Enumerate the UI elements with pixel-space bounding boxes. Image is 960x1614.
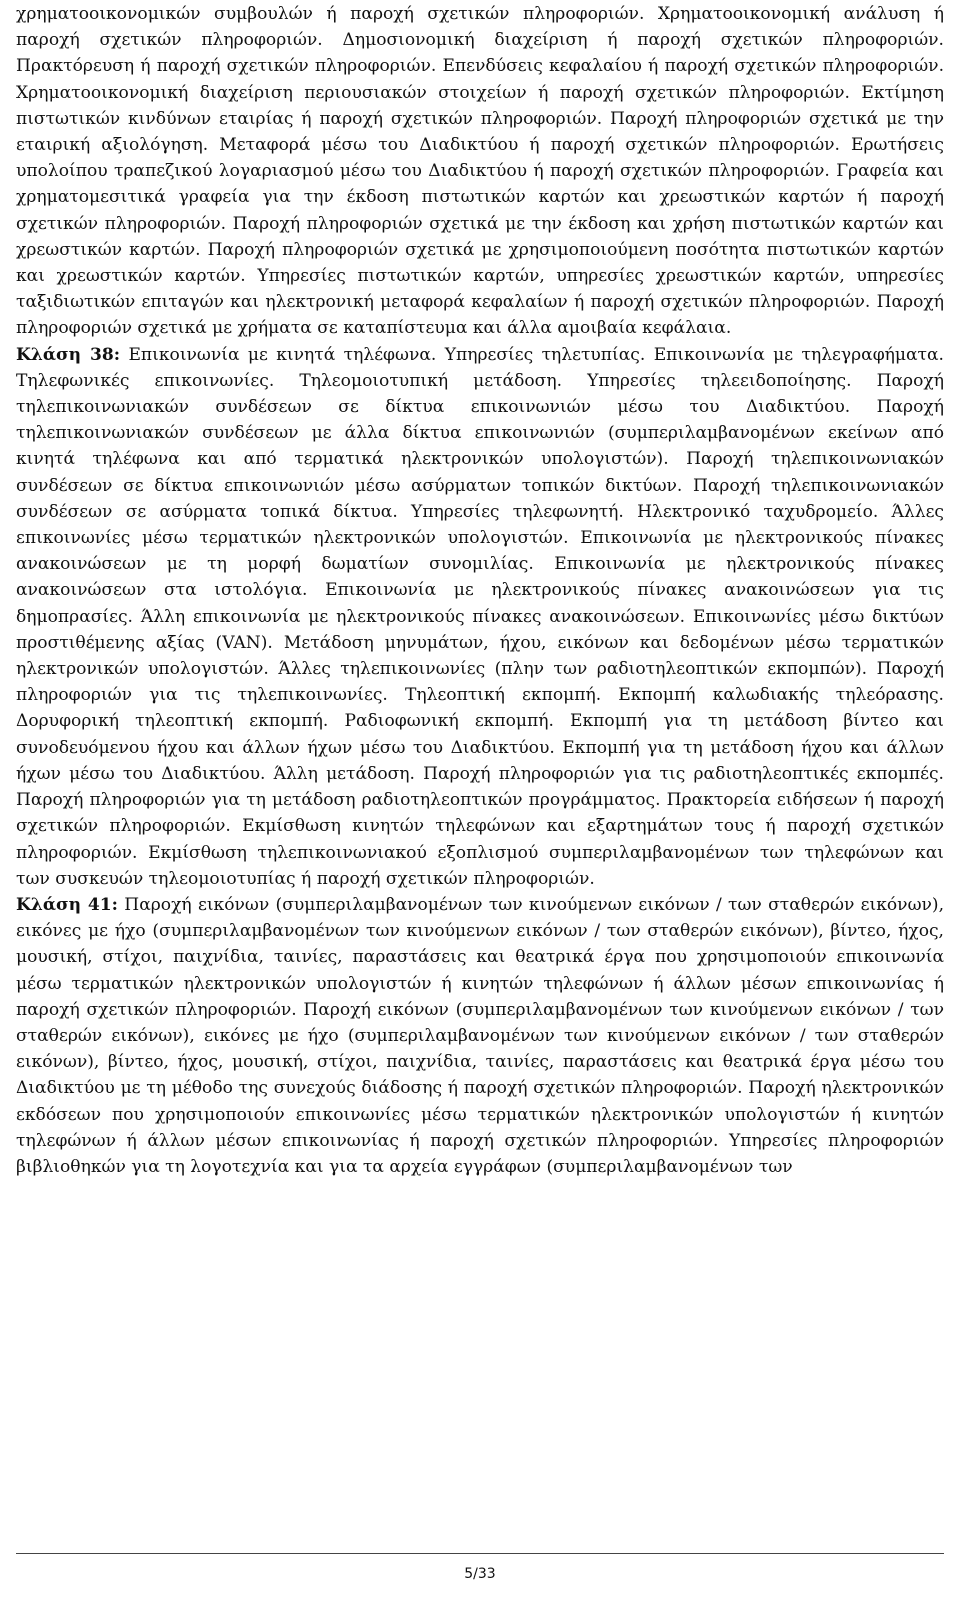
footer-divider — [16, 1553, 944, 1554]
paragraph-text: χρηματοοικονομικών συμβουλών ή παροχή σχετικών πληροφοριών. Χρηματοοικονομική ανάλυση ή παροχή σχετικών πληροφοριών. Δημοσιονομική διαχείριση ή παροχή σχετικών πληροφοριών. Πρακτόρευση ή παροχή σχετικών πληροφοριών. Επενδύσεις κεφαλαίου ή παροχή σχετικών πληροφοριών. Χρηματοοικονομική διαχείριση περιουσιακών στοιχείων ή παροχή σχετικών πληροφοριών. Εκτίμηση πιστωτικών κινδύνων εταιρίας ή παροχή σχετικών πληροφοριών. Παροχή πληροφοριών σχετικά με την εταιρική αξιολόγηση. Μεταφορά μέσω του Διαδικτύου ή παροχή σχετικών πληροφοριών. Ερωτήσεις υπολοίπου τραπεζικού λογαριασμού μέσω του Διαδικτύου ή παροχή σχετικών πληροφοριών. Γραφεία και χρηματομεσιτικά γραφεία για την έκδοση πιστωτικών καρτών και χρεωστικών καρτών ή παροχή σχετικών πληροφοριών. Παροχή πληροφοριών σχετικά με την έκδοση και χρήση πιστωτικών καρτών και χρεωστικών καρτών. Παροχή πληροφοριών σχετικά με χρησιμοποιούμενη ποσότητα πιστωτικών καρτών και χρεωστικών καρτών. Υπηρεσίες πιστωτικών καρτών, υπηρεσίες χρεωστικών καρτών, υπηρεσίες ταξιδιωτικών επιταγών και ηλεκτρονική μεταφορά κεφαλαίων ή παροχή σχετικών πληροφοριών. Παροχή πληροφοριών σχετικά με χρήματα σε καταπίστευμα και άλλα αμοιβαία κεφάλαια. — [16, 4, 944, 339]
page-number: 5/33 — [464, 1566, 496, 1582]
paragraph-class-38 — [16, 342, 944, 892]
paragraph-text: Παροχή εικόνων (συμπεριλαμβανομένων των κινούμενων εικόνων / των σταθερών εικόνων), εικόνες με ήχο (συμπεριλαμβανομένων των κινούμενων εικόνων / των σταθερών εικόνων), βίντεο, ήχος, μουσική, στίχοι, παιχνίδια, ταινίες, παραστάσεις και θεατρικά έργα που χρησιμοποιούν επικοινωνία μέσω τερματικών ηλεκτρονικών υπολογιστών ή κινητών τηλεφώνων ή άλλων μέσων επικοινωνίας ή παροχή σχετικών πληροφοριών. Παροχή εικόνων (συμπεριλαμβανομένων των κινούμενων εικόνων / των σταθερών εικόνων), εικόνες με ήχο (συμπεριλαμβανομένων των κινούμενων εικόνων / των σταθερών εικόνων), βίντεο, ήχος, μουσική, στίχοι, παιχνίδια, ταινίες, παραστάσεις και θεατρικά έργα μέσω του Διαδικτύου με τη μέθοδο της συνεχούς διάδοσης ή παροχή σχετικών πληροφοριών. Παροχή ηλεκτρονικών εκδόσεων που χρησιμοποιούν επικοινωνίες μέσω τερματικών ηλεκτρονικών υπολογιστών ή κινητών τηλεφώνων ή άλλων μέσων επικοινωνίας ή παροχή σχετικών πληροφοριών. Υπηρεσίες πληροφοριών βιβλιοθηκών για τη λογοτεχνία και για τα αρχεία εγγράφων (συμπεριλαμβανομένων των — [16, 894, 945, 1177]
class-label: Κλάση 38: — [16, 344, 121, 365]
class-label: Κλάση 41: — [16, 894, 118, 915]
paragraph-class-41 — [16, 892, 944, 1180]
paragraph-class-36-continuation — [16, 1, 944, 342]
paragraph-text: Επικοινωνία με κινητά τηλέφωνα. Υπηρεσίες τηλετυπίας. Επικοινωνία με τηλεγραφήματα. Τηλεφωνικές επικοινωνίες. Τηλεομοιοτυπική μετάδοση. Υπηρεσίες τηλεειδοποίησης. Παροχή τηλεπικοινωνιακών συνδέσεων σε δίκτυα επικοινωνιών μέσω του Διαδικτύου. Παροχή τηλεπικοινωνιακών συνδέσεων με άλλα δίκτυα επικοινωνιών (συμπεριλαμβανομένων εκείνων από κινητά τηλέφωνα και από τερματικά ηλεκτρονικών υπολογιστών). Παροχή τηλεπικοινωνιακών συνδέσεων σε δίκτυα επικοινωνιών μέσω ασύρματων τοπικών δικτύων. Παροχή τηλεπικοινωνιακών συνδέσεων σε ασύρματα τοπικά δίκτυα. Υπηρεσίες τηλεφωνητή. Ηλεκτρονικό ταχυδρομείο. Άλλες επικοινωνίες μέσω τερματικών ηλεκτρονικών υπολογιστών. Επικοινωνία με ηλεκτρονικούς πίνακες ανακοινώσεων με τη μορφή δωματίων συνομιλίας. Επικοινωνία με ηλεκτρονικούς πίνακες ανακοινώσεων στα ιστολόγια. Επικοινωνία με ηλεκτρονικούς πίνακες ανακοινώσεων για τις δημοπρασίες. Άλλη επικοινωνία με ηλεκτρονικούς πίνακες ανακοινώσεων. Επικοινωνίες μέσω δικτύων προστιθέμενης αξίας (VAN). Μετάδοση μηνυμάτων, ήχου, εικόνων και δεδομένων μέσω τερματικών ηλεκτρονικών υπολογιστών. Άλλες τηλεπικοινωνίες (πλην των ραδιοτηλεοπτικών εκπομπών). Παροχή πληροφοριών για τις τηλεπικοινωνίες. Τηλεοπτική εκπομπή. Εκπομπή καλωδιακής τηλεόρασης. Δορυφορική τηλεοπτική εκπομπή. Ραδιοφωνική εκπομπή. Εκπομπή για τη μετάδοση βίντεο και συνοδευόμενου ήχου και άλλων ήχων μέσω του Διαδικτύου. Εκπομπή για τη μετάδοση ήχου και άλλων ήχων μέσω του Διαδικτύου. Άλλη μετάδοση. Παροχή πληροφοριών για τις ραδιοτηλεοπτικές εκπομπές. Παροχή πληροφοριών για τη μετάδοση ραδιοτηλεοπτικών προγράμματος. Πρακτορεία ειδήσεων ή παροχή σχετικών πληροφοριών. Εκμίσθωση κινητών τηλεφώνων και εξαρτημάτων τους ή παροχή σχετικών πληροφοριών. Εκμίσθωση τηλεπικοινωνιακού εξοπλισμού συμπεριλαμβανομένων των τηλεφώνων και των συσκευών τηλεομοιοτυπίας ή παροχή σχετικών πληροφοριών. — [16, 344, 944, 889]
document-page — [16, 0, 944, 1614]
body-text — [16, 0, 944, 1180]
